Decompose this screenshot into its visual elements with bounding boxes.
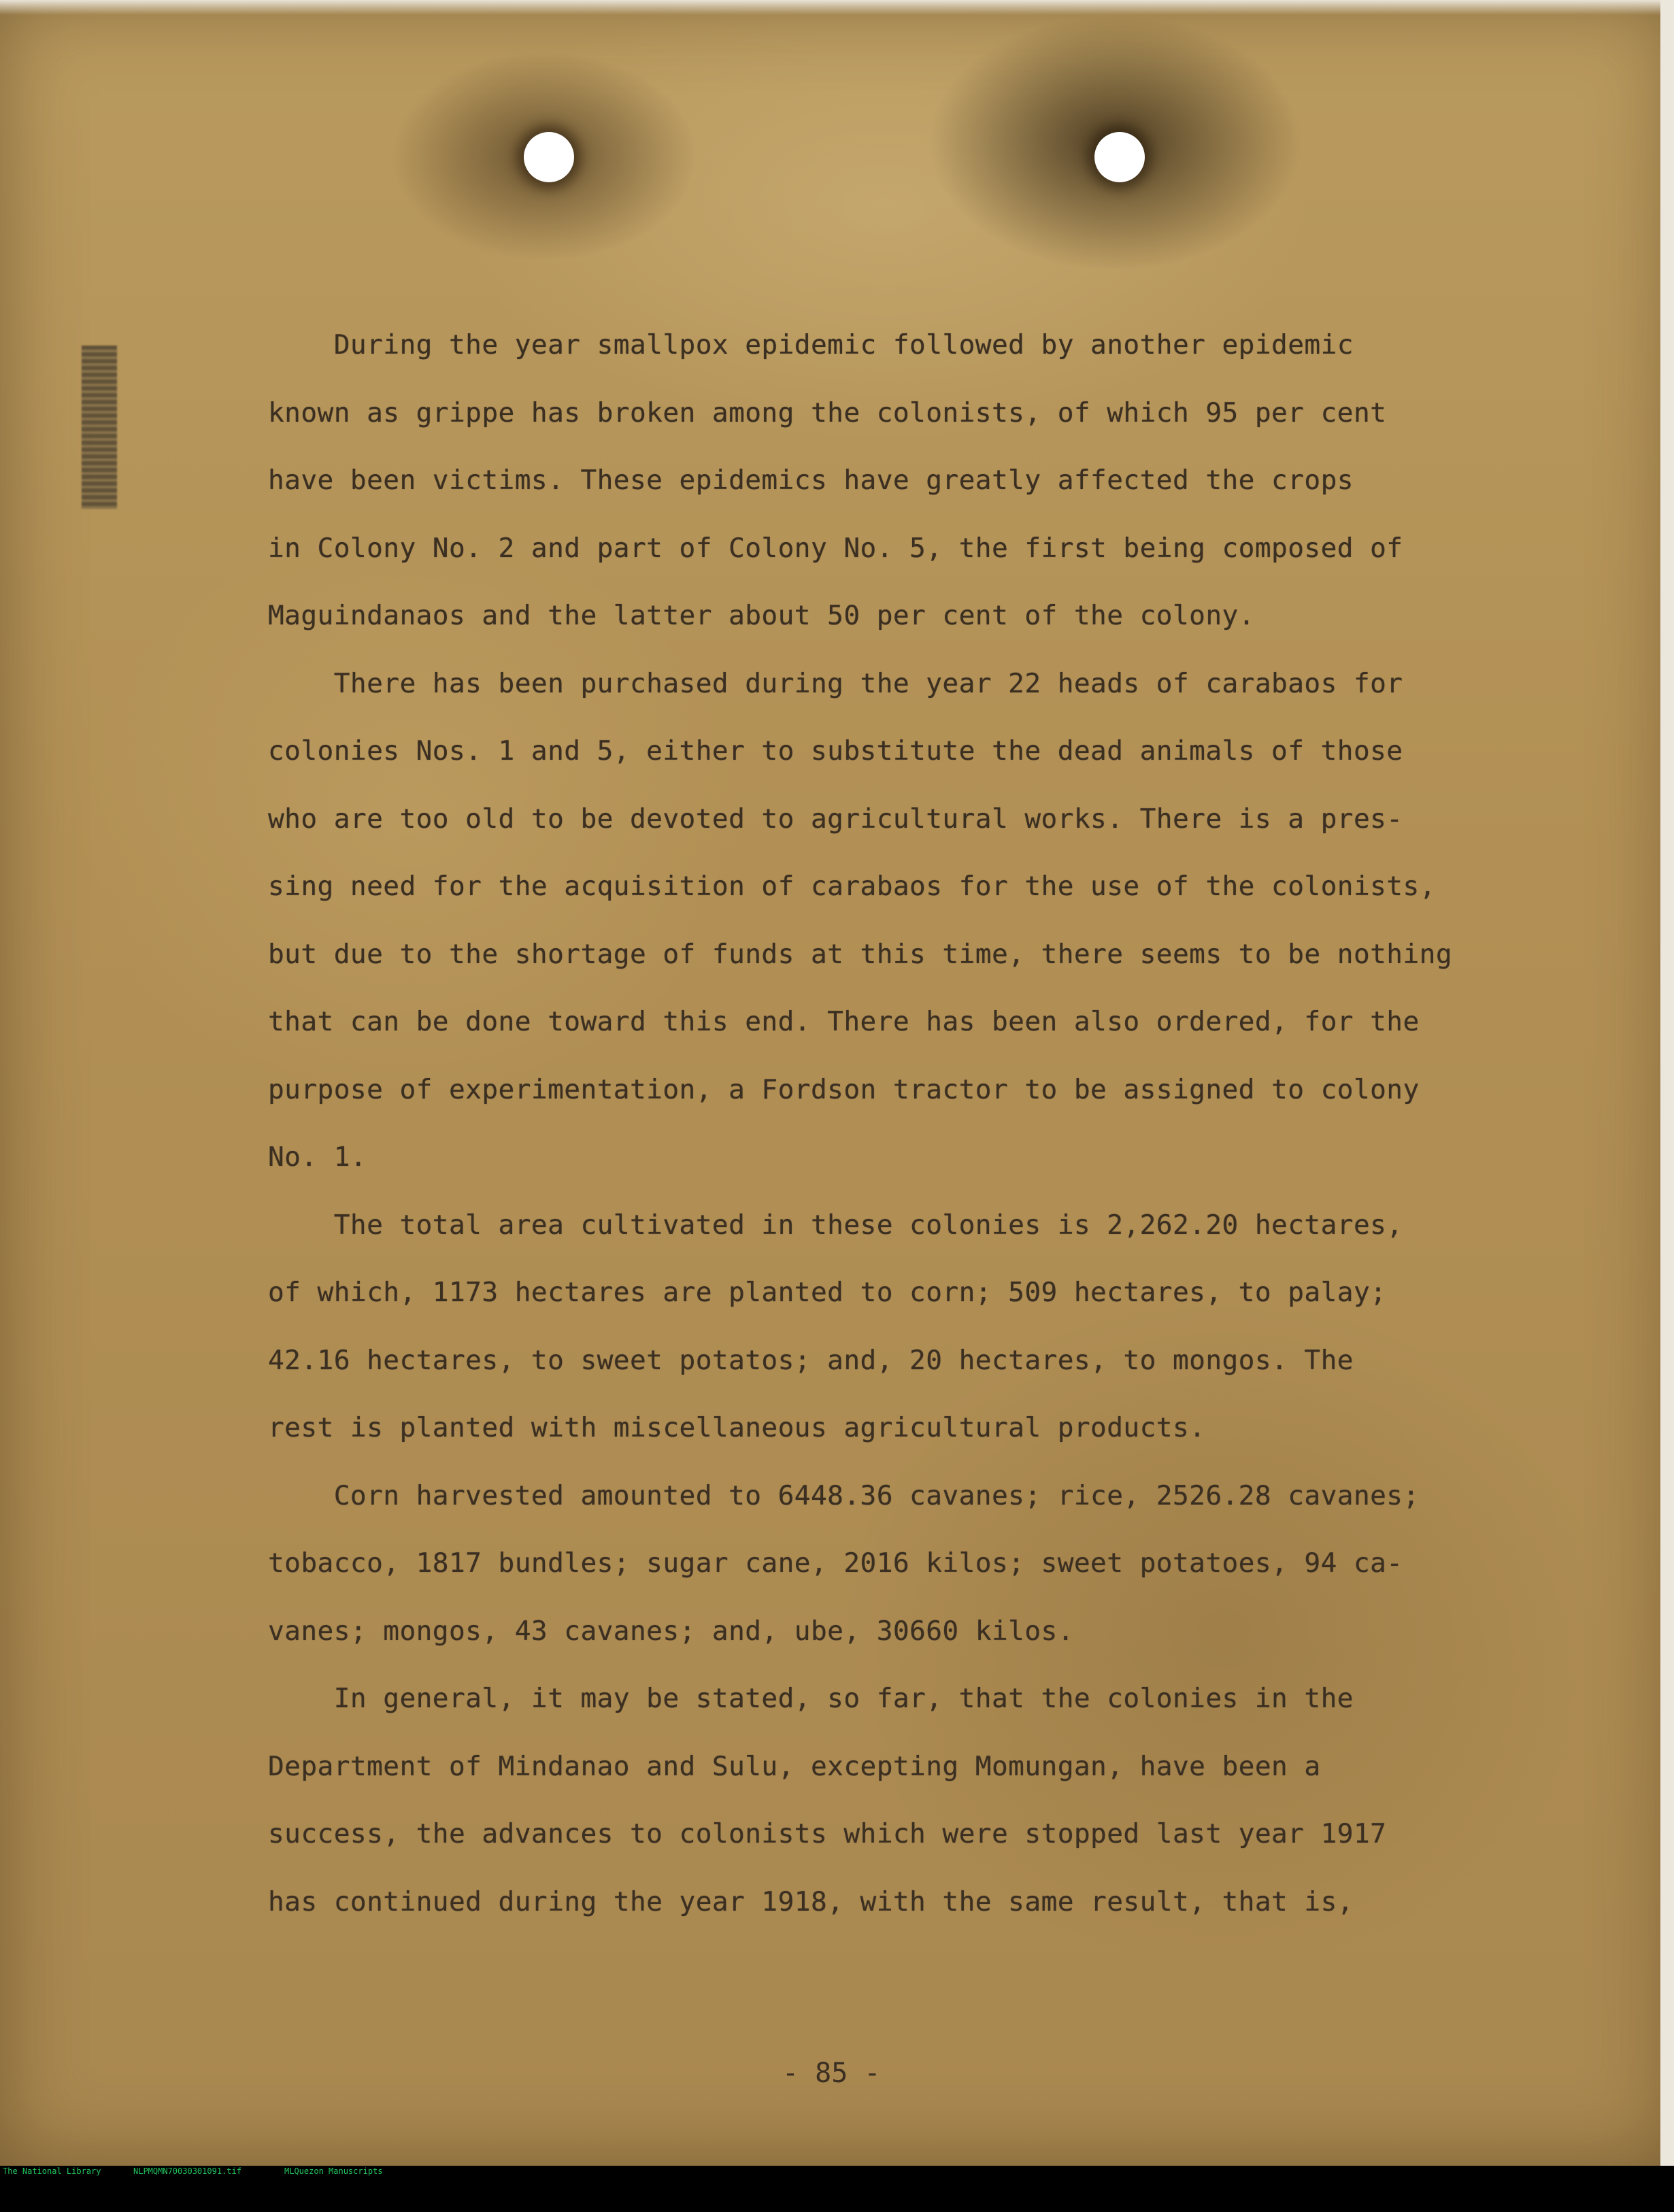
footer-library: The National Library [3, 2166, 101, 2176]
text-line: but due to the shortage of funds at this time, there seems to be nothing [268, 938, 1453, 970]
text-line: success, the advances to colonists which were stopped last year 1917 [268, 1818, 1387, 1849]
text-line: During the year smallpox epidemic followed by another epidemic [268, 329, 1354, 361]
text-line: purpose of experimentation, a Fordson tractor to be assigned to colony [268, 1073, 1420, 1105]
text-line: has continued during the year 1918, with the same result, that is, [268, 1886, 1354, 1917]
paper-right-edge [1660, 0, 1674, 2166]
text-line: known as grippe has broken among the colonists, of which 95 per cent [268, 397, 1387, 429]
text-line: of which, 1173 hectares are planted to corn; 509 hectares, to palay; [268, 1277, 1387, 1308]
typed-text [268, 312, 1560, 1936]
text-line: Maguindanaos and the latter about 50 per cent of the colony. [268, 600, 1255, 631]
text-line: Department of Mindanao and Sulu, excepting Momungan, have been a [268, 1750, 1321, 1782]
paper-top-edge [0, 0, 1674, 15]
text-line: that can be done toward this end. There has been also ordered, for the [268, 1006, 1420, 1037]
text-line: No. 1. [268, 1141, 367, 1173]
text-line: The total area cultivated in these colonies is 2,262.20 hectares, [268, 1209, 1403, 1241]
punch-hole-right [1094, 132, 1145, 182]
text-line: rest is planted with miscellaneous agricultural products. [268, 1412, 1206, 1443]
text-line: have been victims. These epidemics have greatly affected the crops [268, 465, 1354, 496]
footer-filename: NLPMQMN70030301091.tif [133, 2166, 241, 2176]
text-line: sing need for the acquisition of carabaos for the use of the colonists, [268, 871, 1436, 902]
margin-mark [82, 346, 117, 509]
text-line: in Colony No. 2 and part of Colony No. 5, the first being composed of [268, 532, 1403, 564]
page-number: - 85 - [782, 2058, 881, 2089]
text-line: who are too old to be devoted to agricultural works. There is a pres- [268, 803, 1403, 835]
scan-footer [0, 2166, 1674, 2177]
text-line: There has been purchased during the year 22 heads of carabaos for [268, 667, 1403, 699]
text-line: 42.16 hectares, to sweet potatos; and, 20 hectares, to mongos. The [268, 1344, 1354, 1376]
text-line: Corn harvested amounted to 6448.36 cavanes; rice, 2526.28 cavanes; [268, 1479, 1420, 1511]
text-line: tobacco, 1817 bundles; sugar cane, 2016 kilos; sweet potatoes, 94 ca- [268, 1547, 1403, 1579]
footer-collection: MLQuezon Manuscripts [284, 2166, 383, 2176]
text-line: colonies Nos. 1 and 5, either to substitute the dead animals of those [268, 735, 1403, 767]
text-line: In general, it may be stated, so far, that the colonies in the [268, 1683, 1354, 1714]
punch-hole-left [524, 132, 574, 182]
text-line: vanes; mongos, 43 cavanes; and, ube, 30660 kilos. [268, 1615, 1074, 1647]
